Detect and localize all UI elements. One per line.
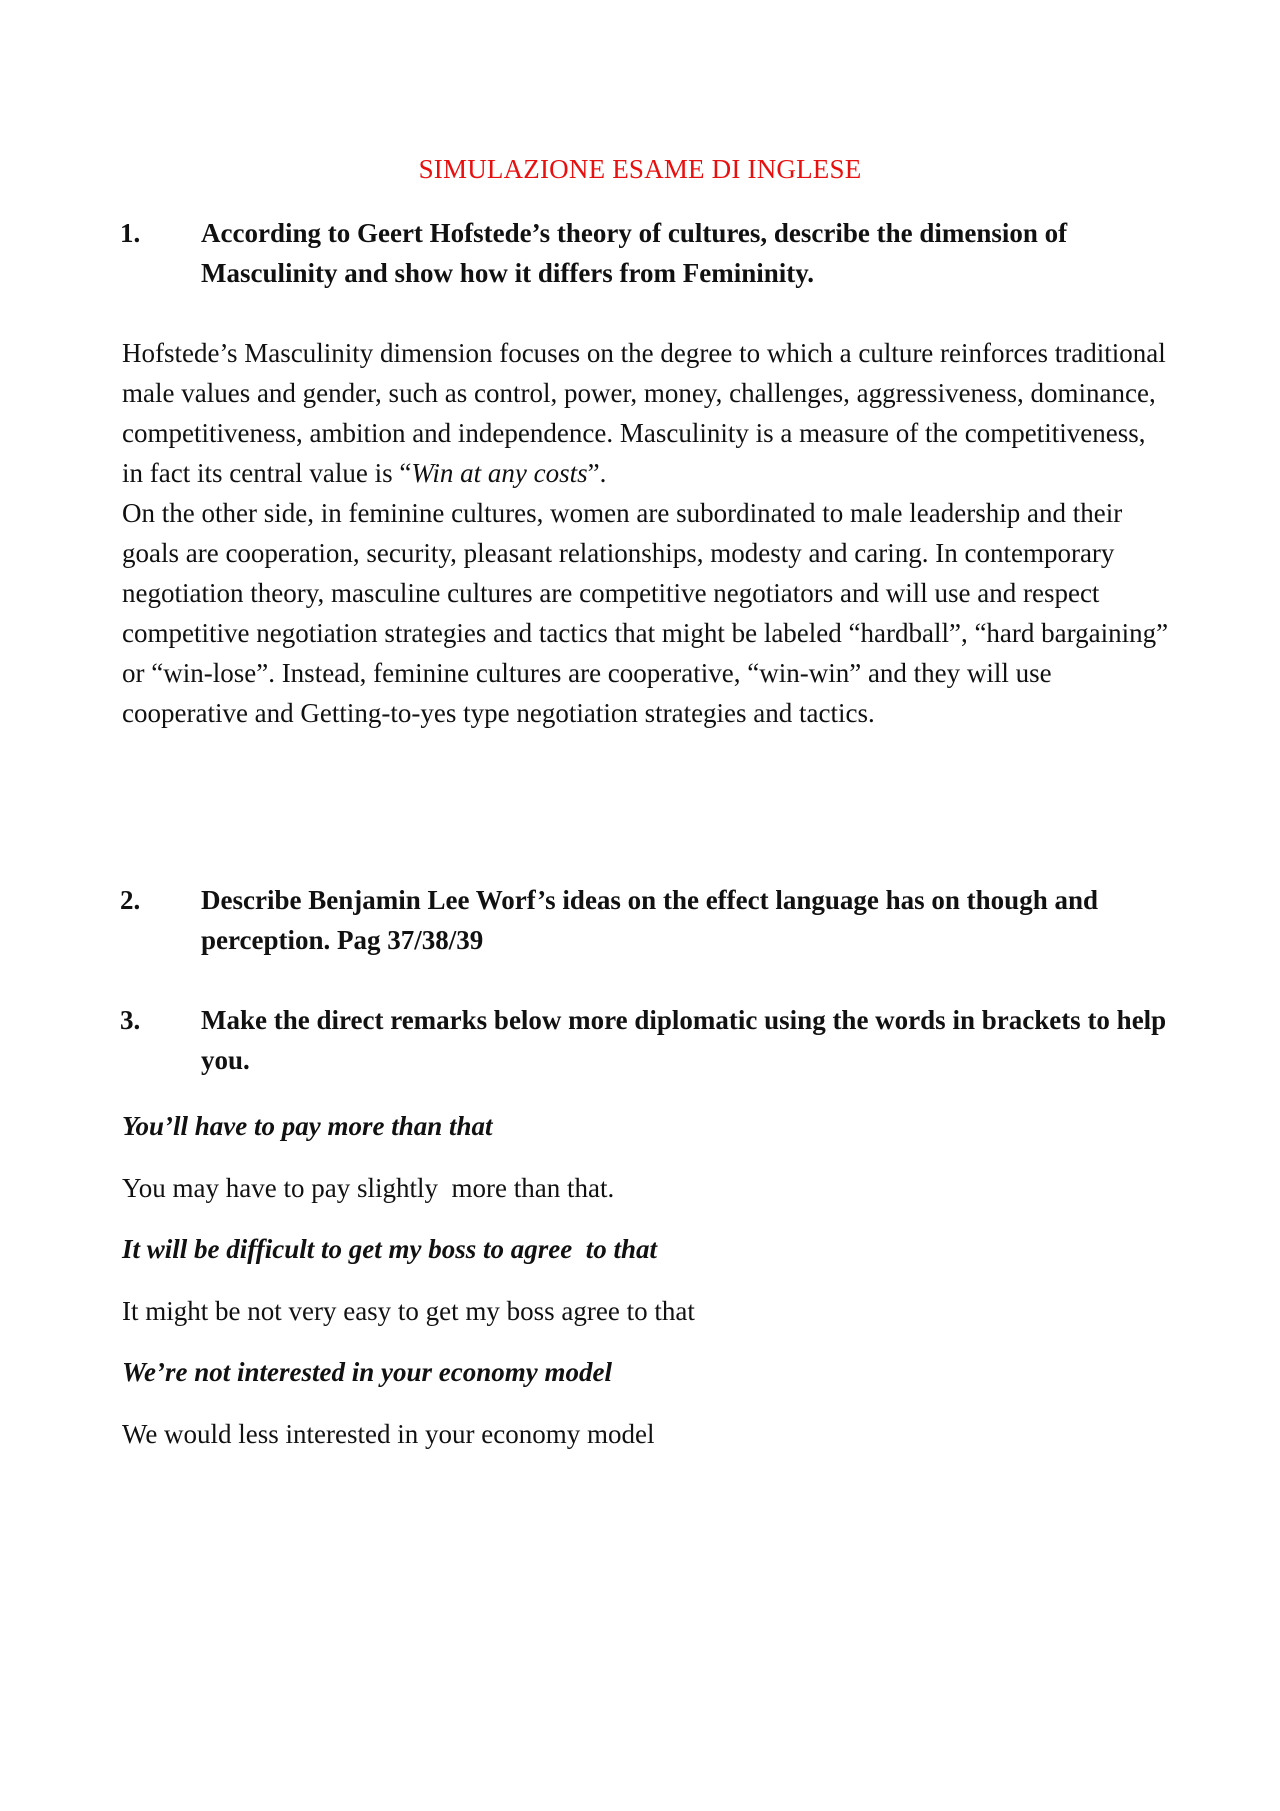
exercise-answer: It might be not very easy to get my boss agree to that [122,1296,695,1326]
exercise-prompt: We’re not interested in your economy model [122,1357,612,1387]
exercise-answer: We would less interested in your economy model [122,1419,655,1449]
answer-italic-phrase: Win at any costs [411,458,588,488]
answer-paragraph: On the other side, in feminine cultures, women are subordinated to male leadership and their goals are cooperation, security, pleasant relationships, modesty and caring. In contemporary negotiation theory, masculine cultures are competitive negotiators and will use and respect competitive negotiation strategies and tactics that might be labeled “hardball”, “hard bargaining” or “win-lose”. Instead, feminine cultures are cooperative, “win-win” and they will use cooperative and Getting-to-yes type negotiation strategies and tactics. [122,498,1169,728]
question-text: According to Geert Hofstede’s theory of cultures, describe the dimension of Masculinity and show how it differs from Femininity. [201,218,1068,288]
question-number: 1. [120,218,141,248]
answer-1 [122,333,1172,733]
answer-paragraph [122,333,1172,493]
page-title: SIMULAZIONE ESAME DI INGLESE [418,154,862,184]
exercise-answer: You may have to pay slightly more than that. [122,1173,615,1203]
exercise-prompt: It will be difficult to get my boss to agree to that [122,1234,657,1264]
question-2 [120,880,1170,960]
question-1 [120,213,1170,293]
exercise-prompt: You’ll have to pay more than that [122,1111,493,1141]
question-3 [120,1000,1170,1080]
answer-text: ”. [587,458,607,488]
answer-text: Hofstede’s Masculinity dimension focuses on the degree to which a culture reinforces traditional male values and gender, such as control, power, money, challenges, aggressiveness, dominance, competitiveness, ambition and independence. Masculinity is a measure of the competitiveness, in fact its central value is “ [122,338,1166,488]
question-text: Describe Benjamin Lee Worf’s ideas on the effect language has on though and perception. Pag 37/38/39 [201,885,1098,955]
question-number: 3. [120,1005,141,1035]
question-number: 2. [120,885,141,915]
question-text: Make the direct remarks below more diplomatic using the words in brackets to help you. [201,1005,1167,1075]
